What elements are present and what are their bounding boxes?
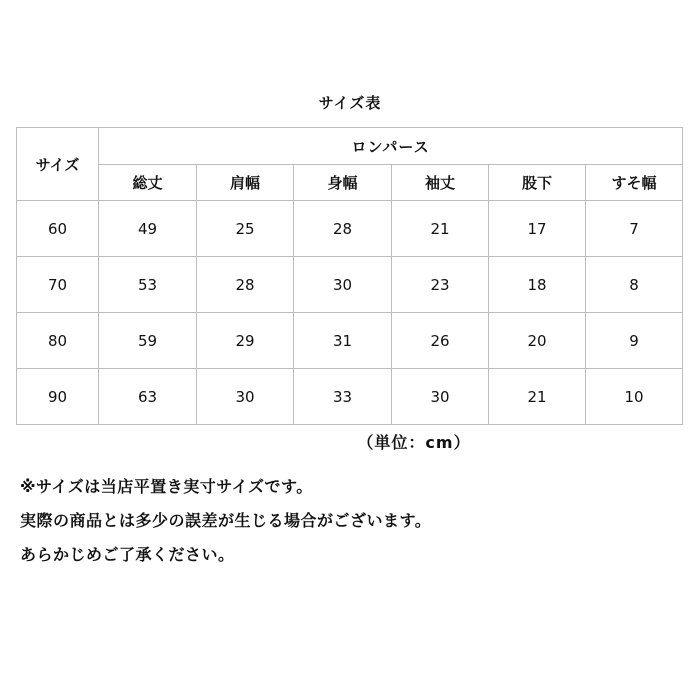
table-cell: 8 <box>586 257 683 313</box>
column-header-sleeve-length: 袖丈 <box>392 165 489 201</box>
row-size-cell: 80 <box>17 313 99 369</box>
column-header-total-length: 総丈 <box>99 165 197 201</box>
row-size-cell: 70 <box>17 257 99 313</box>
note-line-variance: 実際の商品とは多少の誤差が生じる場合がございます。 <box>20 511 432 530</box>
table-cell: 59 <box>99 313 197 369</box>
table-cell: 30 <box>197 369 294 425</box>
table-row <box>17 201 683 257</box>
table-cell: 21 <box>392 201 489 257</box>
table-cell: 9 <box>586 313 683 369</box>
row-size-cell: 90 <box>17 369 99 425</box>
table-cell: 25 <box>197 201 294 257</box>
table-cell: 28 <box>294 201 392 257</box>
table-row <box>17 369 683 425</box>
table-cell: 33 <box>294 369 392 425</box>
row-size-cell: 60 <box>17 201 99 257</box>
unit-note: （単位：cm） <box>357 433 471 452</box>
table-cell: 30 <box>294 257 392 313</box>
table-cell: 63 <box>99 369 197 425</box>
table-cell: 49 <box>99 201 197 257</box>
table-cell: 20 <box>489 313 586 369</box>
column-header-shoulder-width: 肩幅 <box>197 165 294 201</box>
column-header-inseam: 股下 <box>489 165 586 201</box>
note-line-measurement: ※サイズは当店平置き実寸サイズです。 <box>20 477 313 496</box>
table-cell: 23 <box>392 257 489 313</box>
page-title: サイズ表 <box>318 94 382 112</box>
table-row <box>17 313 683 369</box>
column-header-hem-width: すそ幅 <box>586 165 683 201</box>
table-cell: 28 <box>197 257 294 313</box>
note-line-acknowledgement: あらかじめご了承ください。 <box>20 545 235 564</box>
table-cell: 29 <box>197 313 294 369</box>
table-cell: 21 <box>489 369 586 425</box>
column-header-body-width: 身幅 <box>294 165 392 201</box>
table-cell: 53 <box>99 257 197 313</box>
size-table <box>16 127 683 425</box>
table-row <box>17 257 683 313</box>
notes-block <box>20 470 680 572</box>
table-cell: 31 <box>294 313 392 369</box>
romper-group-header: ロンパース <box>99 128 683 165</box>
table-cell: 26 <box>392 313 489 369</box>
table-cell: 17 <box>489 201 586 257</box>
table-cell: 7 <box>586 201 683 257</box>
table-cell: 30 <box>392 369 489 425</box>
table-cell: 10 <box>586 369 683 425</box>
size-column-header: サイズ <box>17 128 99 201</box>
table-cell: 18 <box>489 257 586 313</box>
